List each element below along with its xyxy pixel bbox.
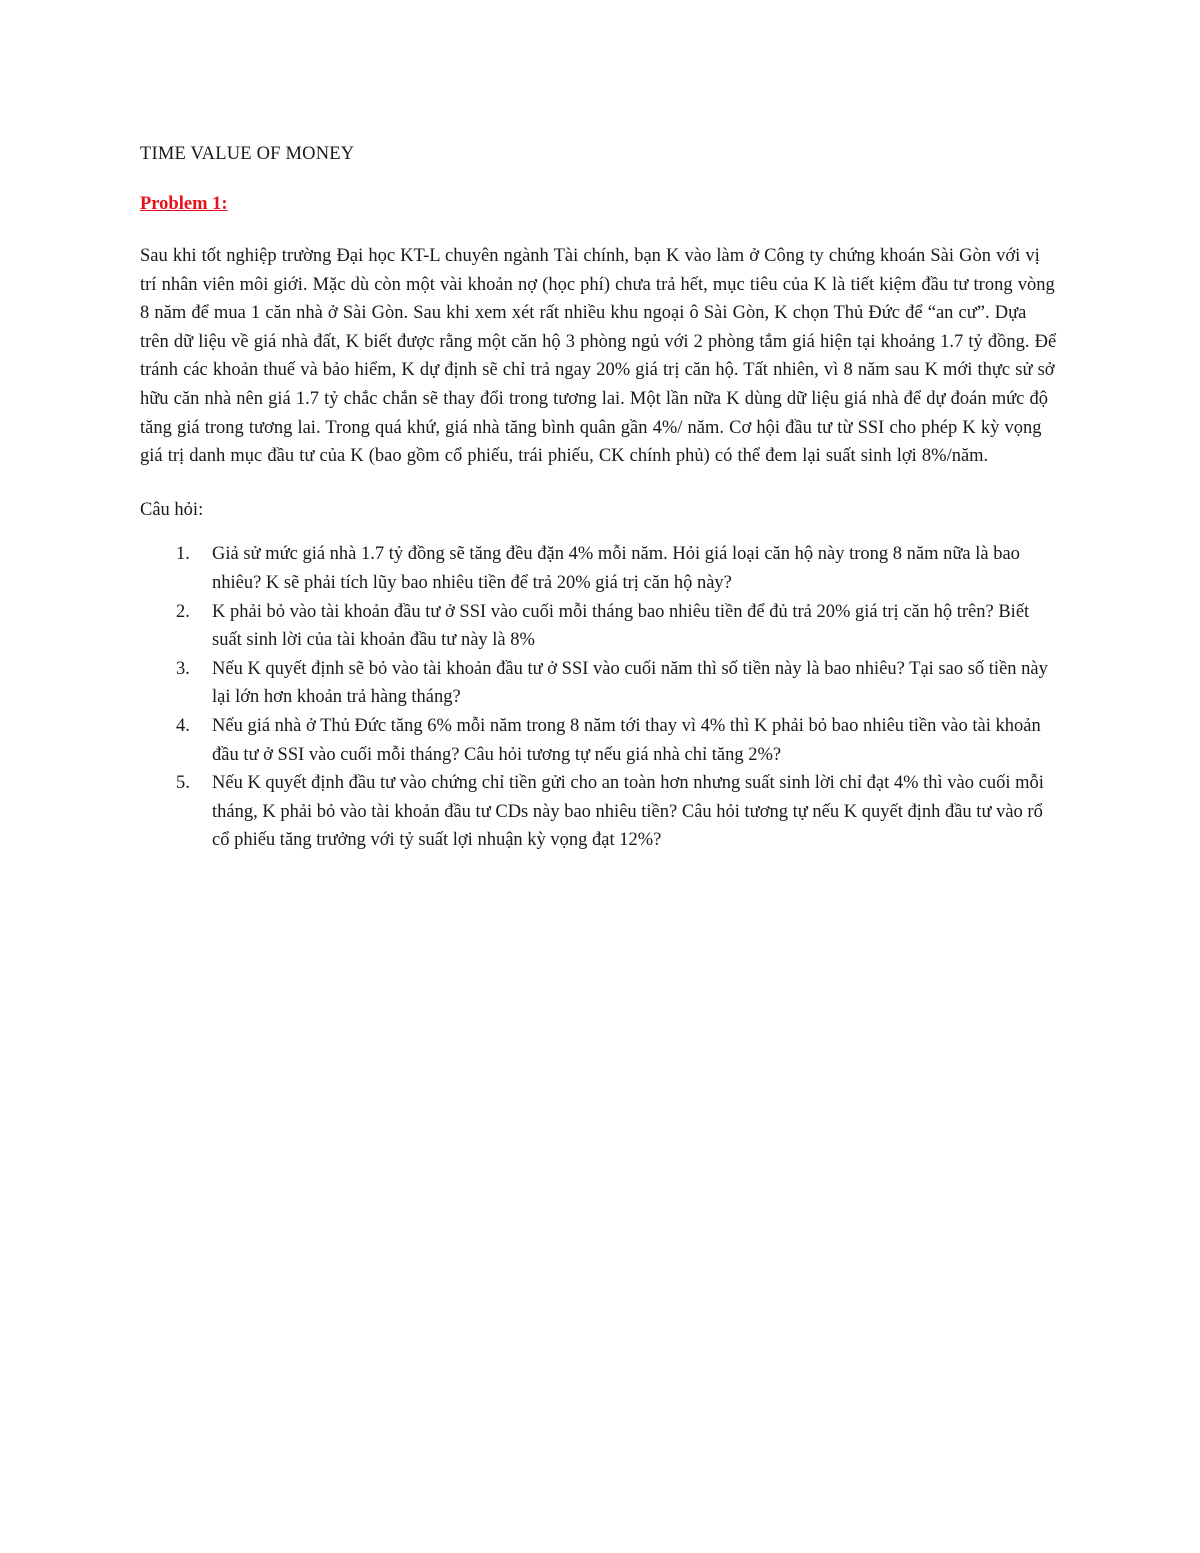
question-number: 5.: [176, 773, 190, 794]
question-text: Nếu giá nhà ở Thủ Đức tăng 6% mỗi năm trong 8 năm tới thay vì 4% thì K phải bỏ bao nhiêu tiền vào tài khoản đầu tư ở SSI vào cuối mỗi tháng? Câu hỏi tương tự nếu giá nhà chỉ tăng 2%?: [212, 715, 1041, 765]
problem-heading: Problem 1:: [140, 194, 228, 214]
questions-label: Câu hỏi:: [140, 499, 204, 520]
question-item-1: [140, 540, 1060, 597]
question-item-5: [140, 769, 1060, 855]
document-title: TIME VALUE OF MONEY: [140, 144, 355, 164]
question-text: K phải bỏ vào tài khoản đầu tư ở SSI vào cuối mỗi tháng bao nhiêu tiền để đủ trả 20% giá trị căn hộ trên? Biết suất sinh lời của tài khoản đầu tư này là 8%: [212, 601, 1030, 651]
question-text: Nếu K quyết định sẽ bỏ vào tài khoản đầu tư ở SSI vào cuối năm thì số tiền này là bao nhiêu? Tại sao số tiền này lại lớn hơn khoản trả hàng tháng?: [212, 658, 1048, 708]
question-number: 4.: [176, 715, 190, 736]
question-number: 3.: [176, 658, 190, 679]
problem-description: Sau khi tốt nghiệp trường Đại học KT-L chuyên ngành Tài chính, bạn K vào làm ở Công ty chứng khoán Sài Gòn với vị trí nhân viên môi giới. Mặc dù còn một vài khoản nợ (học phí) chưa trả hết, mục tiêu của K là tiết kiệm đầu tư trong vòng 8 năm để mua 1 căn nhà ở Sài Gòn. Sau khi xem xét rất nhiều khu ngoại ô Sài Gòn, K chọn Thủ Đức để “an cư”. Dựa trên dữ liệu về giá nhà đất, K biết được rằng một căn hộ 3 phòng ngủ với 2 phòng tắm giá hiện tại khoảng 1.7 tỷ đồng. Để tránh các khoản thuế và bảo hiểm, K dự định sẽ chỉ trả ngay 20% giá trị căn hộ. Tất nhiên, vì 8 năm sau K mới thực sử sở hữu căn nhà nên giá 1.7 tỷ chắc chắn sẽ thay đổi trong tương lai. Một lần nữa K dùng dữ liệu giá nhà để dự đoán mức độ tăng giá trong tương lai. Trong quá khứ, giá nhà tăng bình quân gần 4%/ năm. Cơ hội đầu tư từ SSI cho phép K kỳ vọng giá trị danh mục đầu tư của K (bao gồm cổ phiếu, trái phiếu, CK chính phủ) có thể đem lại suất sinh lợi 8%/năm.: [140, 246, 1057, 467]
document-body: [140, 140, 1060, 855]
question-number: 1.: [176, 544, 190, 565]
question-text: Nếu K quyết định đầu tư vào chứng chỉ tiền gửi cho an toàn hơn nhưng suất sinh lời chỉ đạt 4% thì vào cuối mỗi tháng, K phải bỏ vào tài khoản đầu tư CDs này bao nhiêu tiền? Câu hỏi tương tự nếu K quyết định đầu tư vào rổ cổ phiếu tăng trưởng với tỷ suất lợi nhuận kỳ vọng đạt 12%?: [212, 773, 1044, 851]
question-list: [140, 540, 1060, 855]
question-item-4: [140, 712, 1060, 769]
question-item-2: [140, 598, 1060, 655]
question-item-3: [140, 655, 1060, 712]
question-number: 2.: [176, 601, 190, 622]
question-text: Giả sử mức giá nhà 1.7 tỷ đồng sẽ tăng đều đặn 4% mỗi năm. Hỏi giá loại căn hộ này trong 8 năm nữa là bao nhiêu? K sẽ phải tích lũy bao nhiêu tiền để trả 20% giá trị căn hộ này?: [212, 544, 1020, 593]
